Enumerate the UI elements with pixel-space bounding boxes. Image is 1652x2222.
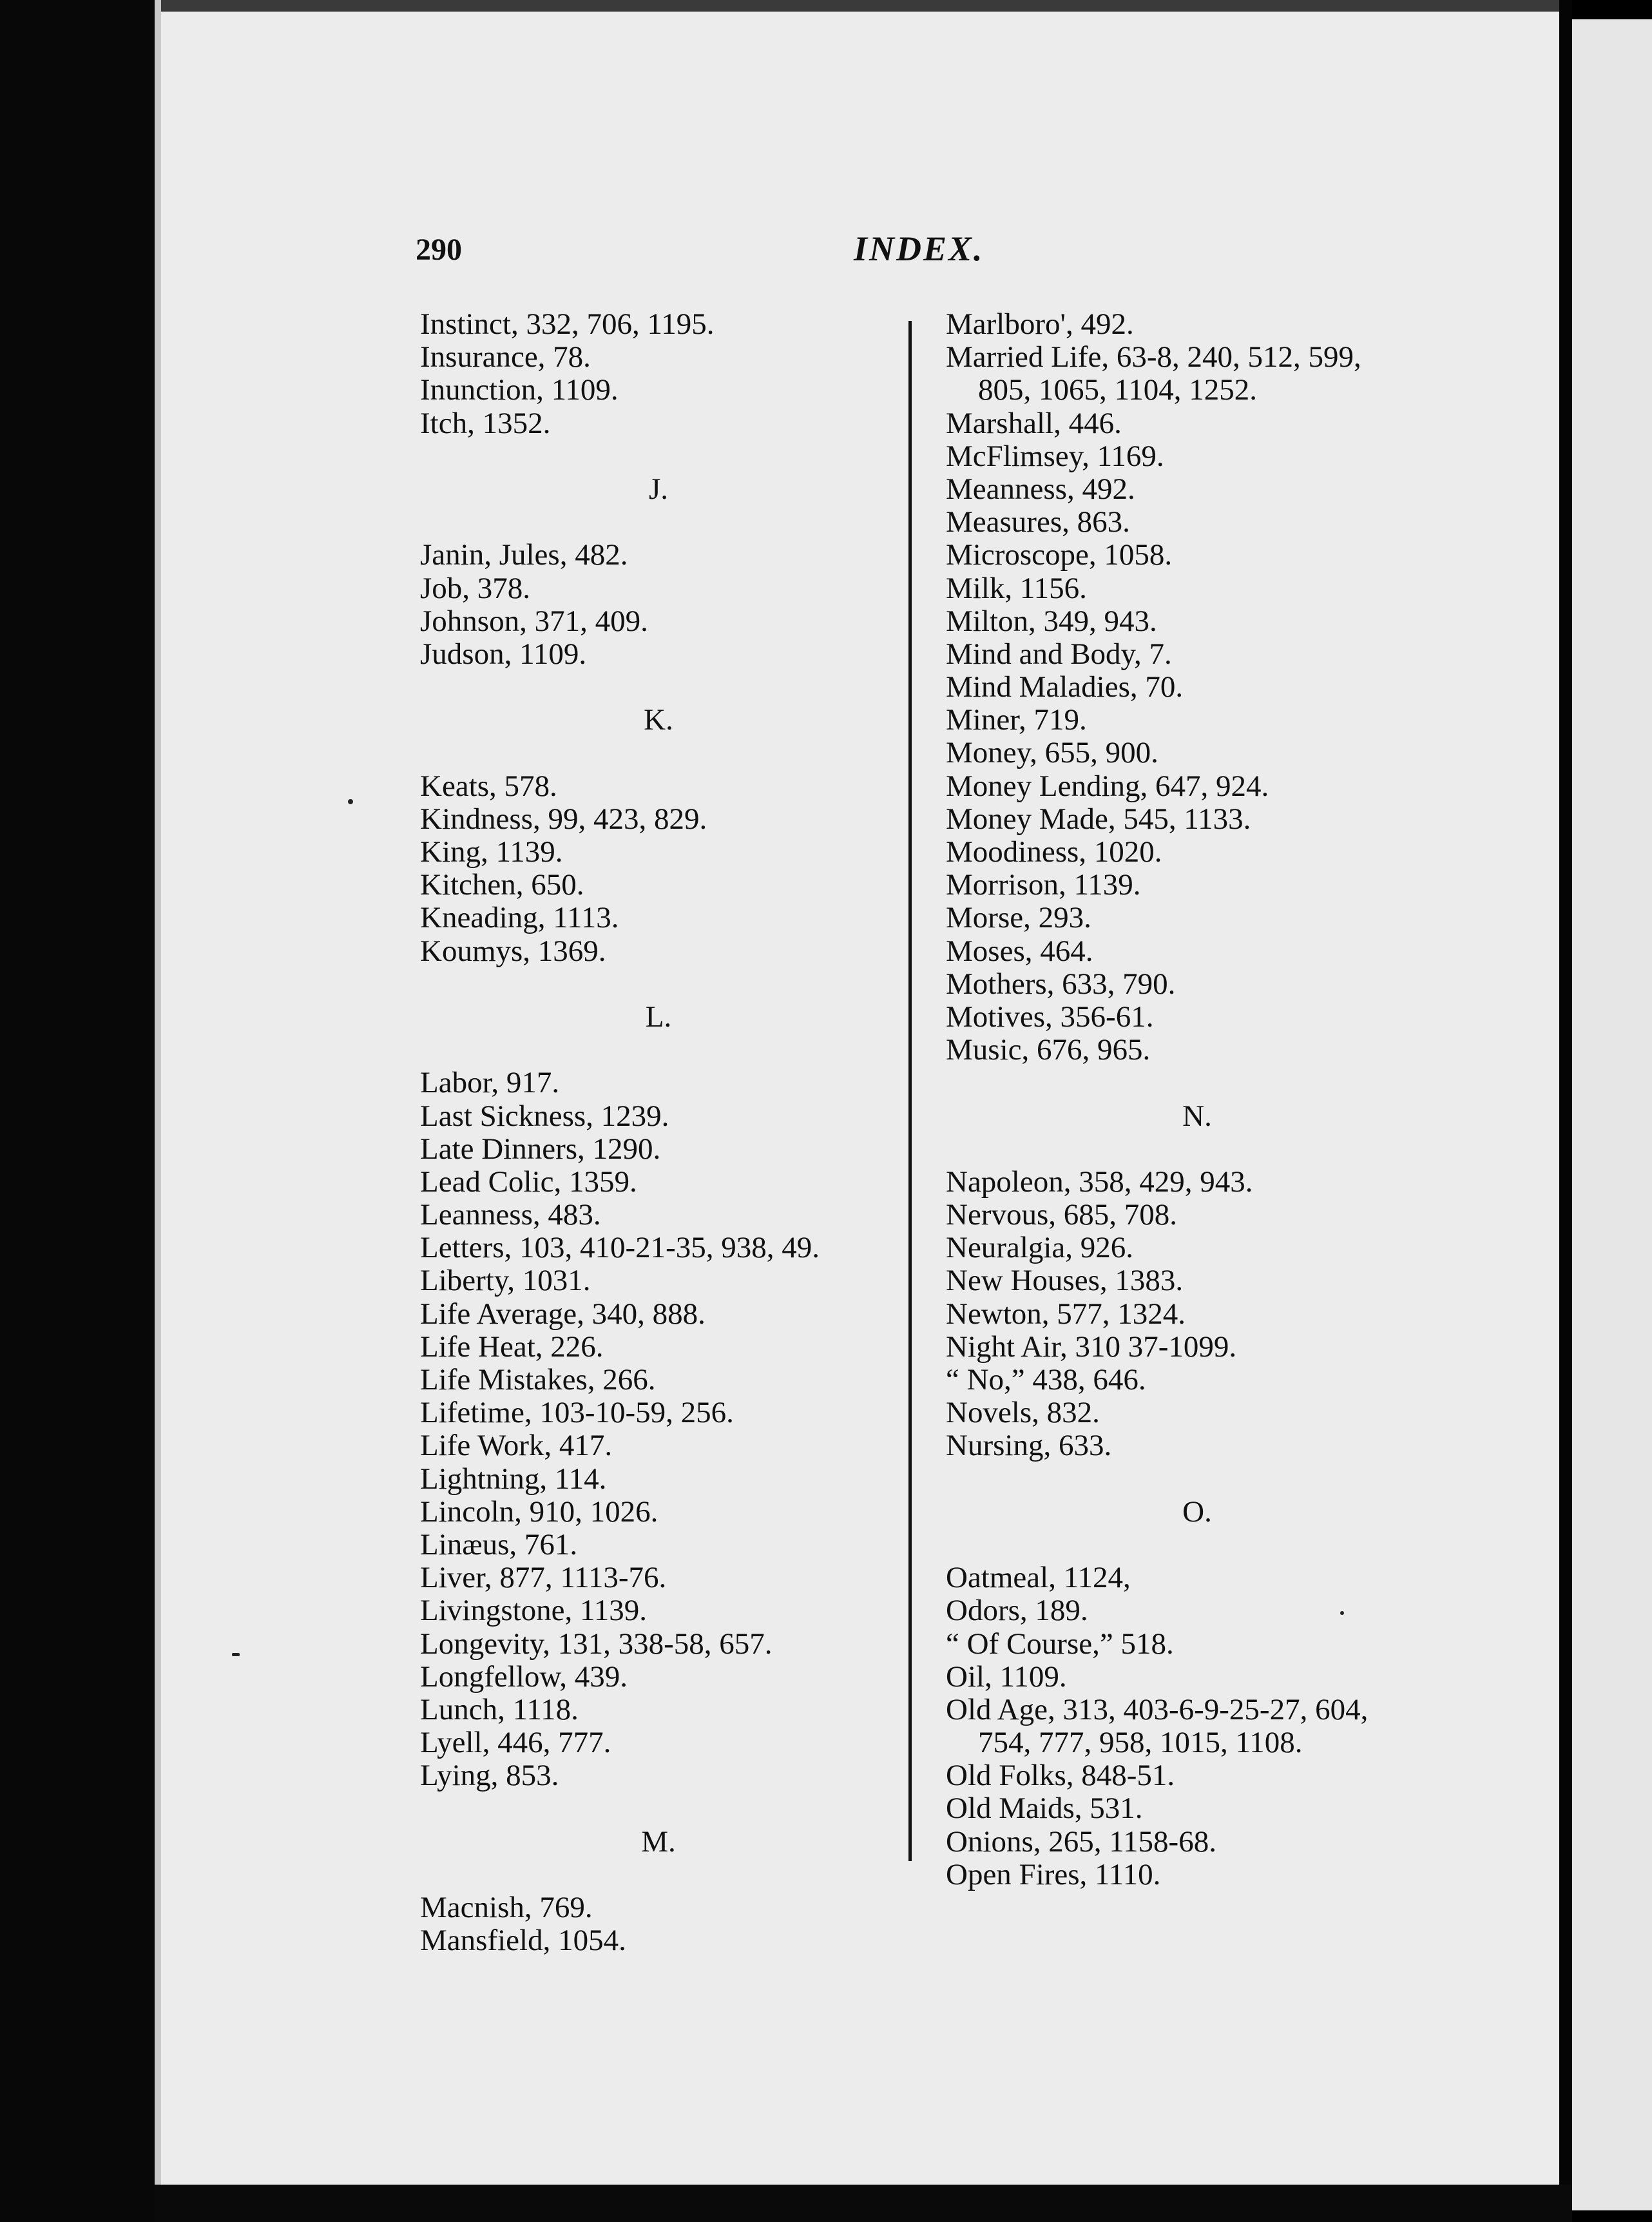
index-entry: Microscope, 1058. [946,538,1173,572]
index-entry: Lying, 853. [420,1759,559,1793]
index-entry: Kneading, 1113. [420,901,619,935]
index-entry: Music, 676, 965. [946,1033,1151,1067]
index-entry: Lincoln, 910, 1026. [420,1494,658,1529]
index-entry: “ Of Course,” 518. [946,1627,1174,1661]
index-entry: New Houses, 1383. [946,1264,1184,1298]
index-entry: Newton, 577, 1324. [946,1297,1186,1331]
index-entry: Odors, 189. [946,1594,1088,1628]
index-entry: Johnson, 371, 409. [420,604,648,638]
index-entry: Morse, 293. [946,901,1091,935]
index-entry: Itch, 1352. [420,406,551,440]
section-spacer [420,440,910,473]
index-entry: Money Made, 545, 1133. [946,802,1251,836]
print-speck [232,1653,240,1656]
section-spacer [420,1792,910,1825]
index-entry: Mansfield, 1054. [420,1924,626,1958]
index-entry: Napoleon, 358, 429, 943. [946,1164,1253,1199]
index-entry: Koumys, 1369. [420,934,606,968]
index-entry: Lead Colic, 1359. [420,1164,637,1199]
section-spacer [946,1463,1448,1496]
index-entry: Lifetime, 103-10-59, 256. [420,1396,734,1430]
index-entry: Old Folks, 848-51. [946,1759,1175,1793]
index-entry: Late Dinners, 1290. [420,1132,661,1166]
index-entry: Life Mistakes, 266. [420,1363,656,1396]
index-entry: Night Air, 310 37-1099. [946,1329,1237,1364]
index-entry: Oatmeal, 1124, [946,1561,1131,1595]
section-letter-heading: J. [648,472,669,506]
index-entry: Macnish, 769. [420,1891,593,1924]
index-entry: Judson, 1109. [420,637,587,671]
index-entry: Meanness, 492. [946,472,1135,506]
section-spacer [946,1529,1448,1561]
section-spacer [420,506,910,539]
index-entry: King, 1139. [420,835,563,869]
section-letter-heading: L. [645,1000,672,1034]
index-entry: Kitchen, 650. [420,868,584,902]
index-entry: Liver, 877, 1113-76. [420,1561,667,1595]
section-letter-heading: K. [644,703,673,737]
index-entry: Marshall, 446. [946,406,1122,440]
index-entry: Life Average, 340, 888. [420,1297,706,1331]
index-entry-continuation: 754, 777, 958, 1015, 1108. [978,1726,1303,1760]
index-entry: Motives, 356-61. [946,1000,1154,1034]
index-entry: Milk, 1156. [946,571,1087,605]
index-entry: Janin, Jules, 482. [420,538,628,572]
index-entry: Livingstone, 1139. [420,1594,648,1628]
index-entry: Keats, 578. [420,769,557,803]
index-entry: Insurance, 78. [420,340,591,374]
index-entry: Milton, 349, 943. [946,604,1157,638]
index-entry: Labor, 917. [420,1066,560,1100]
index-entry: Old Maids, 531. [946,1792,1143,1826]
index-entry: Letters, 103, 410-21-35, 938, 49. [420,1231,820,1265]
index-entry: Life Heat, 226. [420,1329,604,1364]
index-entry: Mind Maladies, 70. [946,670,1184,704]
section-letter-heading: O. [1182,1494,1212,1529]
column-divider-rule [908,321,912,1861]
index-entry: Measures, 863. [946,505,1130,539]
index-entry: Linæus, 761. [420,1527,578,1561]
index-entry: Lunch, 1118. [420,1692,579,1726]
index-entry: Nervous, 685, 708. [946,1198,1177,1232]
index-entry: Old Age, 313, 403-6-9-25-27, 604, [946,1692,1369,1726]
index-entry: Money, 655, 900. [946,736,1158,770]
index-entry: Moodiness, 1020. [946,835,1162,869]
index-entry: Leanness, 483. [420,1198,601,1232]
index-entry: Liberty, 1031. [420,1264,591,1298]
index-entry: Nursing, 633. [946,1429,1112,1463]
index-entry: Neuralgia, 926. [946,1231,1134,1265]
book-binding [0,0,155,2222]
index-entry: Lightning, 114. [420,1462,607,1496]
section-spacer [420,968,910,1001]
section-spacer [946,1067,1448,1099]
index-entry: Open Fires, 1110. [946,1857,1161,1891]
gutter-shadow [1559,0,1572,2222]
index-entry: “ No,” 438, 646. [946,1363,1146,1396]
index-entry: Married Life, 63-8, 240, 512, 599, [946,340,1361,374]
section-spacer [420,671,910,704]
index-entry: Kindness, 99, 423, 829. [420,802,707,836]
index-entry: Instinct, 332, 706, 1195. [420,307,715,341]
index-entry: Longevity, 131, 338-58, 657. [420,1627,773,1661]
index-entry: Moses, 464. [946,934,1093,968]
index-entry: Mothers, 633, 790. [946,967,1176,1001]
index-entry: Marlboro', 492. [946,307,1134,341]
section-spacer [946,1133,1448,1166]
page-bottom-edge [155,2185,1572,2222]
index-entry: Money Lending, 647, 924. [946,769,1269,803]
facing-page-edge [1572,19,1652,2210]
section-spacer [420,1859,910,1891]
index-entry: Job, 378. [420,571,531,605]
index-entry: Last Sickness, 1239. [420,1099,669,1133]
index-column-right [946,308,1448,1891]
index-entry: Mind and Body, 7. [946,637,1172,671]
section-spacer [420,1034,910,1067]
print-speck [348,799,353,804]
section-spacer [420,737,910,769]
index-entry: Onions, 265, 1158-68. [946,1824,1216,1859]
index-entry: Miner, 719. [946,703,1087,737]
index-entry: Morrison, 1139. [946,868,1141,902]
running-head: INDEX. [854,229,984,268]
index-entry: Life Work, 417. [420,1429,613,1463]
index-entry: Lyell, 446, 777. [420,1726,611,1760]
page-number: 290 [416,233,462,267]
index-entry: Longfellow, 439. [420,1659,628,1694]
print-speck [1340,1611,1344,1615]
section-letter-heading: M. [641,1824,676,1859]
index-entry: Novels, 832. [946,1396,1100,1430]
index-entry: Inunction, 1109. [420,373,619,407]
index-entry-continuation: 805, 1065, 1104, 1252. [978,373,1258,407]
page-top-edge [161,0,1559,12]
index-column-left [420,308,910,1957]
index-entry: McFlimsey, 1169. [946,439,1164,473]
index-entry: Oil, 1109. [946,1659,1067,1694]
section-letter-heading: N. [1182,1099,1212,1133]
